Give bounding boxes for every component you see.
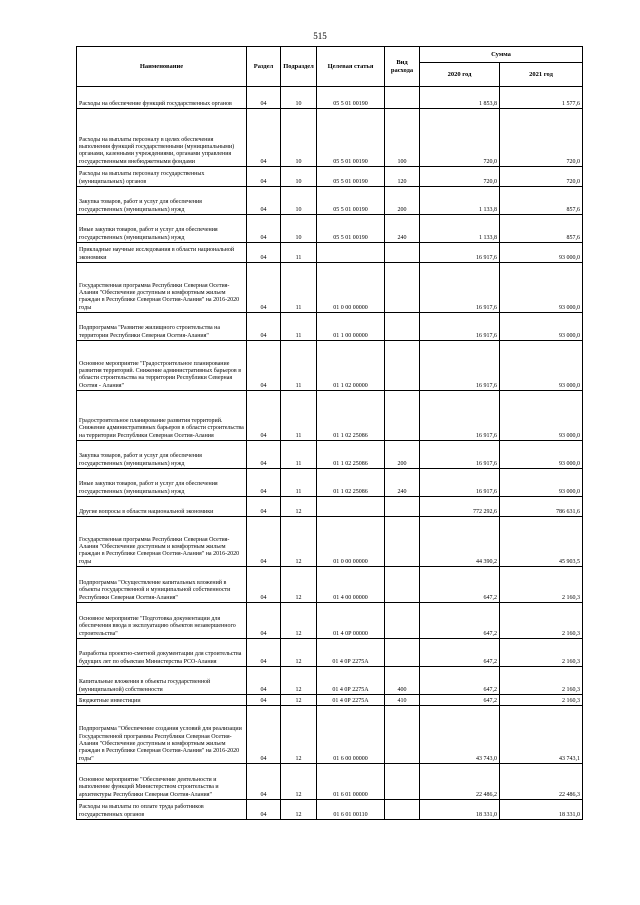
row-expense-type: [385, 243, 420, 263]
table-row: [77, 706, 583, 764]
row-name: Подпрограмма "Развитие жилищного строительства на территории Республики Северная Осетия-Алания": [77, 313, 247, 341]
table-row: [77, 695, 583, 706]
row-razdel: 04: [247, 263, 281, 313]
row-name: Прикладные научные исследования в области национальной экономики: [77, 243, 247, 263]
row-expense-type: 200: [385, 187, 420, 215]
row-sum-2021: 93 000,0: [500, 263, 583, 313]
row-podrazdel: 11: [281, 243, 317, 263]
table-row: [77, 215, 583, 243]
table-row: [77, 441, 583, 469]
row-podrazdel: 10: [281, 187, 317, 215]
row-razdel: 04: [247, 497, 281, 517]
row-sum-2020: 18 331,0: [420, 800, 500, 820]
row-target-article: 01 1 00 00000: [317, 313, 385, 341]
row-target-article: 05 5 01 00190: [317, 187, 385, 215]
row-target-article: 01 1 02 00000: [317, 341, 385, 391]
row-target-article: [317, 497, 385, 517]
row-sum-2020: 647,2: [420, 667, 500, 695]
row-sum-2021: 720,0: [500, 109, 583, 167]
row-sum-2020: 16 917,6: [420, 441, 500, 469]
header-name: Наименование: [77, 47, 247, 87]
row-sum-2021: 2 160,3: [500, 667, 583, 695]
row-sum-2020: 647,2: [420, 603, 500, 639]
row-sum-2021: 22 486,3: [500, 764, 583, 800]
row-sum-2021: 93 000,0: [500, 313, 583, 341]
budget-table: [76, 46, 583, 820]
row-target-article: 01 4 00 00000: [317, 567, 385, 603]
row-razdel: 04: [247, 109, 281, 167]
row-target-article: 01 4 0Р 2275А: [317, 667, 385, 695]
row-expense-type: [385, 800, 420, 820]
table-row: [77, 603, 583, 639]
row-target-article: 01 1 02 25086: [317, 441, 385, 469]
row-sum-2020: 44 390,2: [420, 517, 500, 567]
row-name: Расходы на выплаты по оплате труда работников государственных органов: [77, 800, 247, 820]
table-row: [77, 167, 583, 187]
row-sum-2020: 1 133,8: [420, 215, 500, 243]
row-expense-type: [385, 639, 420, 667]
row-target-article: 01 1 02 25086: [317, 469, 385, 497]
row-sum-2021: 93 000,0: [500, 469, 583, 497]
row-podrazdel: 11: [281, 263, 317, 313]
row-razdel: 04: [247, 441, 281, 469]
row-expense-type: [385, 567, 420, 603]
header-year-2021: 2021 год: [500, 63, 583, 87]
row-name: Другие вопросы в области национальной экономики: [77, 497, 247, 517]
row-sum-2020: 16 917,6: [420, 243, 500, 263]
row-razdel: 04: [247, 243, 281, 263]
header-sum: Сумма: [420, 47, 583, 63]
table-row: [77, 263, 583, 313]
table-row: [77, 517, 583, 567]
row-sum-2021: 2 160,3: [500, 695, 583, 706]
row-name: Закупка товаров, работ и услуг для обеспечения государственных (муниципальных) нужд: [77, 187, 247, 215]
row-sum-2020: 16 917,6: [420, 391, 500, 441]
row-target-article: 05 5 01 00190: [317, 167, 385, 187]
row-podrazdel: 10: [281, 109, 317, 167]
table-row: [77, 341, 583, 391]
table-body: [77, 87, 583, 820]
row-sum-2020: 647,2: [420, 639, 500, 667]
row-podrazdel: 12: [281, 517, 317, 567]
row-razdel: 04: [247, 87, 281, 109]
row-expense-type: 100: [385, 109, 420, 167]
row-expense-type: [385, 706, 420, 764]
table-row: [77, 391, 583, 441]
row-expense-type: [385, 391, 420, 441]
table-row: [77, 313, 583, 341]
table-row: [77, 87, 583, 109]
row-target-article: 01 1 02 25086: [317, 391, 385, 441]
row-sum-2021: 43 743,1: [500, 706, 583, 764]
row-podrazdel: 12: [281, 706, 317, 764]
table-row: [77, 243, 583, 263]
row-name: Расходы на выплаты персоналу в целях обеспечения выполнения функций государственными (муниципальными) органами, казенными учреждениями, органами управления государственными внебюджетными фондами: [77, 109, 247, 167]
row-sum-2021: 786 631,6: [500, 497, 583, 517]
row-sum-2021: 720,0: [500, 167, 583, 187]
row-razdel: 04: [247, 800, 281, 820]
row-sum-2021: 2 160,3: [500, 639, 583, 667]
row-podrazdel: 12: [281, 764, 317, 800]
row-razdel: 04: [247, 706, 281, 764]
row-name: Государственная программа Республики Северная Осетия-Алания "Обеспечение доступным и комфортным жильем граждан в Республике Северная Осетия-Алания" на 2016-2020 годы: [77, 517, 247, 567]
row-target-article: 01 4 0Р 2275А: [317, 695, 385, 706]
row-razdel: 04: [247, 313, 281, 341]
row-sum-2020: 16 917,6: [420, 313, 500, 341]
row-target-article: 05 5 01 00190: [317, 109, 385, 167]
row-sum-2021: 93 000,0: [500, 341, 583, 391]
row-podrazdel: 12: [281, 695, 317, 706]
row-name: Бюджетные инвестиции: [77, 695, 247, 706]
row-razdel: 04: [247, 341, 281, 391]
row-name: Капитальные вложения в объекты государственной (муниципальной) собственности: [77, 667, 247, 695]
row-podrazdel: 12: [281, 667, 317, 695]
row-razdel: 04: [247, 695, 281, 706]
row-razdel: 04: [247, 639, 281, 667]
row-target-article: 01 0 00 00000: [317, 517, 385, 567]
row-expense-type: [385, 263, 420, 313]
row-podrazdel: 11: [281, 341, 317, 391]
row-expense-type: 240: [385, 469, 420, 497]
row-sum-2021: 93 000,0: [500, 441, 583, 469]
row-razdel: 04: [247, 567, 281, 603]
table-row: [77, 667, 583, 695]
row-expense-type: [385, 517, 420, 567]
table-row: [77, 109, 583, 167]
row-podrazdel: 12: [281, 639, 317, 667]
row-name: Разработка проектно-сметной документации для строительства будущих лет по объектам Министерства РСО-Алания: [77, 639, 247, 667]
row-expense-type: 240: [385, 215, 420, 243]
header-expense-type: Вид расхода: [385, 47, 420, 87]
row-name: Государственная программа Республики Северная Осетия-Алания "Обеспечение доступным и комфортным жильем граждан в Республике Северная Осетия-Алания" на 2016-2020 годы: [77, 263, 247, 313]
row-expense-type: [385, 87, 420, 109]
table-row: [77, 567, 583, 603]
row-podrazdel: 11: [281, 391, 317, 441]
row-podrazdel: 11: [281, 313, 317, 341]
row-name: Подпрограмма "Обеспечение создания условий для реализации Государственной программы Республики Северная Осетия-Алания "Обеспечение доступным и комфортным жильем граждан в Республике Северная Осетия-Алания" на 2016-2020 годы": [77, 706, 247, 764]
row-sum-2020: 647,2: [420, 695, 500, 706]
row-name: Расходы на выплаты персоналу государственных (муниципальных) органов: [77, 167, 247, 187]
row-sum-2020: 16 917,6: [420, 469, 500, 497]
row-sum-2020: 16 917,6: [420, 341, 500, 391]
table-row: [77, 187, 583, 215]
row-expense-type: 120: [385, 167, 420, 187]
row-name: Закупка товаров, работ и услуг для обеспечения государственных (муниципальных) нужд: [77, 441, 247, 469]
row-razdel: 04: [247, 764, 281, 800]
row-sum-2021: 93 000,0: [500, 391, 583, 441]
row-target-article: 05 5 01 00190: [317, 87, 385, 109]
row-razdel: 04: [247, 667, 281, 695]
row-target-article: 01 6 01 00110: [317, 800, 385, 820]
page-number: 515: [313, 31, 327, 41]
row-sum-2020: 1 853,8: [420, 87, 500, 109]
row-expense-type: 410: [385, 695, 420, 706]
row-name: Иные закупки товаров, работ и услуг для обеспечения государственных (муниципальных) нужд: [77, 469, 247, 497]
row-podrazdel: 10: [281, 215, 317, 243]
row-podrazdel: 12: [281, 567, 317, 603]
row-name: Расходы на обеспечение функций государственных органов: [77, 87, 247, 109]
row-podrazdel: 10: [281, 87, 317, 109]
row-expense-type: [385, 313, 420, 341]
row-target-article: 01 6 01 00000: [317, 764, 385, 800]
row-podrazdel: 12: [281, 800, 317, 820]
row-target-article: 05 5 01 00190: [317, 215, 385, 243]
row-sum-2021: 45 903,5: [500, 517, 583, 567]
row-sum-2021: 857,6: [500, 187, 583, 215]
row-sum-2020: 1 133,8: [420, 187, 500, 215]
row-razdel: 04: [247, 603, 281, 639]
table-row: [77, 469, 583, 497]
row-name: Подпрограмма "Осуществление капитальных вложений в объекты государственной и муниципальной собственности Республики Северная Осетия-Алания": [77, 567, 247, 603]
row-podrazdel: 12: [281, 603, 317, 639]
row-podrazdel: 11: [281, 469, 317, 497]
header-podrazdel: Подраздел: [281, 47, 317, 87]
row-sum-2021: 857,6: [500, 215, 583, 243]
row-podrazdel: 12: [281, 497, 317, 517]
row-razdel: 04: [247, 187, 281, 215]
header-year-2020: 2020 год: [420, 63, 500, 87]
header-razdel: Раздел: [247, 47, 281, 87]
row-sum-2020: 16 917,6: [420, 263, 500, 313]
row-razdel: 04: [247, 391, 281, 441]
row-expense-type: 400: [385, 667, 420, 695]
row-sum-2020: 22 486,2: [420, 764, 500, 800]
table-row: [77, 497, 583, 517]
row-sum-2021: 93 000,0: [500, 243, 583, 263]
row-sum-2021: 1 577,6: [500, 87, 583, 109]
table-row: [77, 800, 583, 820]
row-sum-2020: 647,2: [420, 567, 500, 603]
row-target-article: 01 6 00 00000: [317, 706, 385, 764]
row-name: Иные закупки товаров, работ и услуг для обеспечения государственных (муниципальных) нужд: [77, 215, 247, 243]
row-name: Основное мероприятие "Градостроительное планирование развития территорий. Снижение административных барьеров в области строительства на территории Республики Северная Осетия - Алания": [77, 341, 247, 391]
row-podrazdel: 11: [281, 441, 317, 469]
row-sum-2021: 18 331,0: [500, 800, 583, 820]
row-target-article: [317, 243, 385, 263]
row-expense-type: [385, 497, 420, 517]
table-row: [77, 639, 583, 667]
row-target-article: 01 4 0Р 00000: [317, 603, 385, 639]
row-sum-2020: 720,0: [420, 109, 500, 167]
row-expense-type: [385, 341, 420, 391]
header-target-article: Целевая статья: [317, 47, 385, 87]
row-expense-type: 200: [385, 441, 420, 469]
row-razdel: 04: [247, 215, 281, 243]
row-razdel: 04: [247, 517, 281, 567]
row-podrazdel: 10: [281, 167, 317, 187]
row-sum-2021: 2 160,3: [500, 567, 583, 603]
row-sum-2020: 772 292,6: [420, 497, 500, 517]
row-expense-type: [385, 603, 420, 639]
row-name: Основное мероприятие "Обеспечение деятельности и выполнение функций Министерством строительства и архитектуры Республики Северная Осетия-Алания": [77, 764, 247, 800]
row-razdel: 04: [247, 469, 281, 497]
row-sum-2020: 43 743,0: [420, 706, 500, 764]
row-expense-type: [385, 764, 420, 800]
row-sum-2020: 720,0: [420, 167, 500, 187]
row-name: Градостроительное планирование развития территорий. Снижение административных барьеров в области строительства на территории Республики Северная Осетия-Алания: [77, 391, 247, 441]
row-target-article: 01 4 0Р 2275А: [317, 639, 385, 667]
row-name: Основное мероприятие "Подготовка документации для обеспечения ввода в эксплуатацию объектов незавершенного строительства": [77, 603, 247, 639]
row-target-article: 01 0 00 00000: [317, 263, 385, 313]
row-razdel: 04: [247, 167, 281, 187]
row-sum-2021: 2 160,3: [500, 603, 583, 639]
table-row: [77, 764, 583, 800]
